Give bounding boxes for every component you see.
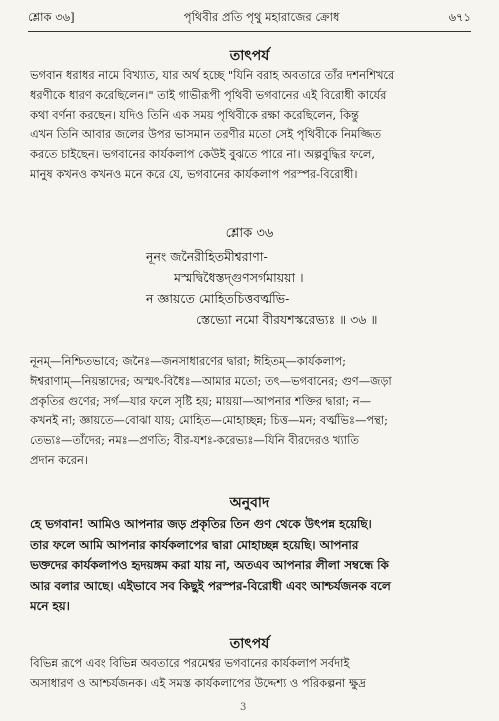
- purport-line: এখন তিনি আবার জলের উপর ভাসমান তরণীর মতো সেই পৃথিবীকে নিমজ্জিত: [30, 127, 382, 142]
- header-divider: [28, 31, 471, 32]
- purport-line: অসাধারণ ও আশ্চর্যজনক। এই সমস্ত কার্যকলাপের উদ্দেশ্য ও পরিকল্পনা ক্ষুদ্র: [30, 675, 366, 690]
- footer-mark: 3: [240, 702, 247, 713]
- verse-line: ন জ্ঞায়তে মোহিতচিত্তবর্ত্মভি-: [146, 291, 290, 306]
- translation-line: মনে হয়।: [30, 599, 70, 614]
- synonym-line: নূনম্—নিশ্চিতভাবে; জনৈঃ—জনসাধারণের দ্বারা; ঈহিতম্—কার্যকলাপ;: [30, 354, 346, 368]
- verse-text: [0, 246, 499, 330]
- running-header: [28, 8, 471, 28]
- synonym-line: কখনই না; জ্ঞায়তে—বোঝা যায়; মোহিত—মোহাচ্ছন্ন; চিত্ত—মন; বর্ত্মভিঃ—পন্থা;: [30, 413, 388, 428]
- header-chapter-title: পৃথিবীর প্রতি পৃথু মহারাজের ক্রোধ: [183, 9, 340, 24]
- purport-paragraph: [30, 66, 469, 185]
- header-page-number: ৬৭১: [448, 9, 471, 24]
- verse-line: নূনং জনৈরীহিতমীশ্বরাণা-: [146, 249, 268, 264]
- purport-line: মানুষ কখনও কখনও মনে করে যে, ভগবানের কার্যকলাপ পরস্পর-বিরোধী।: [30, 166, 358, 181]
- translation-heading: অনুবাদ: [229, 495, 270, 511]
- translation-line: ভক্তদের কার্যকলাপও হৃদয়ঙ্গম করা যায় না, অতএব আপনার লীলা সম্বন্ধে কি: [30, 558, 389, 573]
- verse-line: স্তেভ্যো নমো বীরযশস্করেভ্যঃ ॥ ৩৬ ॥: [196, 312, 378, 327]
- header-verse-ref: শ্লোক ৩৬]: [28, 9, 75, 24]
- synonyms-paragraph: [30, 352, 469, 471]
- purport-paragraph-2: [30, 654, 469, 694]
- synonym-line: ঈশ্বরাণাম্—নিয়ন্তাদের; অস্মৎ-বিধৈঃ—আমার মতো; তৎ—ভগবানের; গুণ—জড়া: [30, 373, 392, 388]
- verse-title: শ্লোক ৩৬: [225, 226, 274, 241]
- purport-heading: তাৎপর্য: [229, 48, 270, 64]
- synonym-line: প্রকৃতির গুণের; সর্গ—যার ফলে সৃষ্টি হয়; মায়য়া—আপনার শক্তির দ্বারা; ন—: [30, 393, 371, 408]
- purport-line: বিভিন্ন রূপে এবং বিভিন্ন অবতারে পরমেশ্বর ভগবানের কার্যকলাপ সর্বদাই: [30, 656, 350, 670]
- purport-line: ধরণীকে ধারণ করেছিলেন।" তাই গাভীরূপী পৃথিবী ভগবানের এই বিরোধী কার্যের: [30, 87, 387, 102]
- translation-paragraph: [30, 514, 469, 617]
- translation-line: হে ভগবান! আমিও আপনার জড় প্রকৃতির তিন গুণ থেকে উৎপন্ন হয়েছি।: [30, 517, 372, 531]
- verse-line: মস্মদ্বিধৈস্তদ্গুণসর্গমায়য়া ।: [174, 270, 304, 285]
- purport-line: করতে চাইছেন। ভগবানের কার্যকলাপ কেউই বুঝতে পারে না। অল্পবুদ্ধির ফলে,: [30, 147, 375, 162]
- purport-line: ভগবান ধরাধর নামে বিখ্যাত, যার অর্থ হচ্ছে "যিনি বরাহ অবতারে তাঁর দশনশিখরে: [30, 68, 395, 82]
- synonym-line: তেভ্যঃ—তাঁদের; নমঃ—প্রণতি; বীর-যশঃ-করেভ্যঃ—যিনি বীরদেরও খ্যাতি: [30, 433, 359, 448]
- synonym-line: প্রদান করেন।: [30, 452, 88, 467]
- translation-line: তার ফলে আমি আপনার কার্যকলাপের দ্বারা মোহাচ্ছন্ন হয়েছি। আপনার: [30, 537, 359, 552]
- translation-line: আর বলার আছে। এইভাবে সব কিছুই পরস্পর-বিরোধী এবং আশ্চর্যজনক বলে: [30, 578, 391, 593]
- purport-line: কথা বর্ণনা করছেন। যদিও তিনি এক সময় পৃথিবীকে রক্ষা করেছিলেন, কিন্তু: [30, 107, 359, 122]
- purport-heading-2: তাৎপর্য: [229, 636, 270, 652]
